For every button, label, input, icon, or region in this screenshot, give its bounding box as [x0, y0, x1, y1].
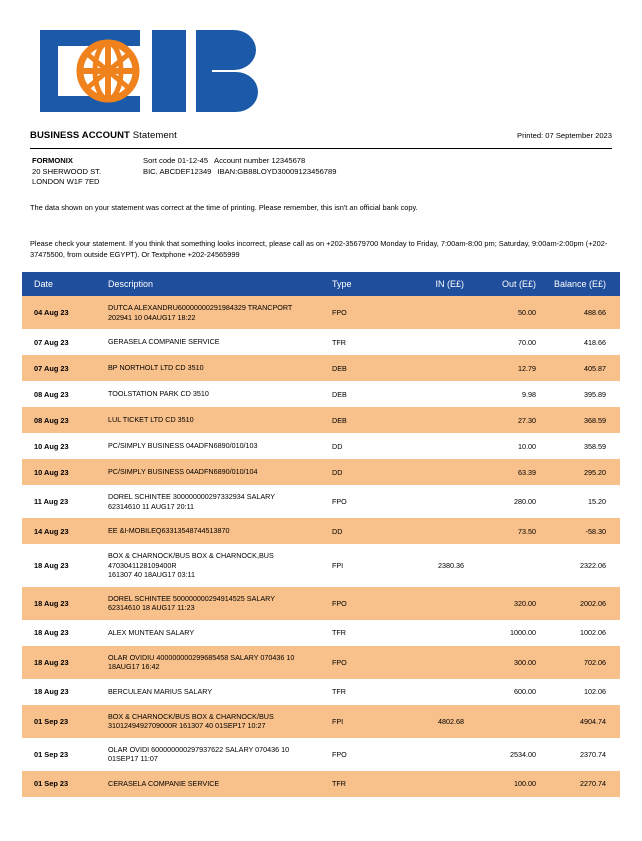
cell-balance: 1002.06 — [546, 620, 620, 646]
bic-value: ABCDEF12349 — [159, 166, 212, 176]
bic-iban-line — [143, 167, 336, 178]
cell-out — [474, 705, 546, 738]
cell-type: TFR — [330, 679, 402, 705]
iban-value: GB88LOYD30009123456789 — [237, 166, 337, 176]
table-row — [22, 355, 620, 381]
cell-date: 18 Aug 23 — [22, 646, 108, 679]
cell-type: FPO — [330, 587, 402, 620]
description-line-1: LUL TICKET LTD CD 3510 — [108, 415, 194, 425]
cell-type: DD — [330, 433, 402, 459]
table-row — [22, 587, 620, 620]
table-row — [22, 433, 620, 459]
cell-date: 08 Aug 23 — [22, 407, 108, 433]
cell-description — [108, 771, 330, 797]
description-line-1: ALEX MUNTEAN SALARY — [108, 627, 195, 637]
cell-out: 280.00 — [474, 485, 546, 518]
cell-date: 08 Aug 23 — [22, 381, 108, 407]
cell-in — [402, 738, 474, 771]
cell-description — [108, 544, 330, 587]
cell-out: 600.00 — [474, 679, 546, 705]
cell-out: 300.00 — [474, 646, 546, 679]
cell-date: 18 Aug 23 — [22, 679, 108, 705]
table-row — [22, 679, 620, 705]
description-line-1: OLAR OVIDI 600000000297937622 SALARY 070436 10 — [108, 744, 290, 754]
cell-balance: 358.59 — [546, 433, 620, 459]
table-row — [22, 771, 620, 797]
description-line-2: 62314610 18 AUG17 11:23 — [108, 603, 195, 612]
cell-out: 10.00 — [474, 433, 546, 459]
description-line-1: EE &I-MOBILEQ63313548744513870 — [108, 526, 230, 536]
cell-type: DEB — [330, 381, 402, 407]
transactions-body — [22, 296, 620, 797]
column-header-date: Date — [22, 272, 108, 296]
statement-word: Statement — [132, 130, 177, 141]
description-line-1: TOOLSTATION PARK CD 3510 — [108, 389, 209, 399]
account-number-value: 12345678 — [271, 156, 306, 165]
cell-type: DD — [330, 518, 402, 544]
cell-balance: 702.06 — [546, 646, 620, 679]
cell-out: 100.00 — [474, 771, 546, 797]
cell-in — [402, 407, 474, 433]
cell-date: 01 Sep 23 — [22, 771, 108, 797]
cib-logo-icon — [36, 26, 266, 116]
cell-description — [108, 329, 330, 355]
cell-description — [108, 296, 330, 329]
table-row — [22, 646, 620, 679]
cell-description — [108, 518, 330, 544]
column-header-out: Out (E£) — [474, 272, 546, 296]
cell-description — [108, 620, 330, 646]
cell-type: DEB — [330, 407, 402, 433]
description-line-1: BERCULEAN MARIUS SALARY — [108, 686, 213, 696]
cell-out: 73.50 — [474, 518, 546, 544]
cell-balance: 2270.74 — [546, 771, 620, 797]
cell-in — [402, 355, 474, 381]
cell-out: 2534.00 — [474, 738, 546, 771]
table-row — [22, 296, 620, 329]
cell-out: 70.00 — [474, 329, 546, 355]
cell-type: DD — [330, 459, 402, 485]
column-header-in: IN (E£) — [402, 272, 474, 296]
cell-type: FPI — [330, 705, 402, 738]
bic-label: BIC. — [143, 166, 158, 176]
description-line-2: 3101249492709000R 161307 40 01SEP17 10:27 — [108, 721, 266, 730]
sort-code-line — [143, 156, 336, 167]
cell-out — [474, 544, 546, 587]
description-line-2: 161307 40 18AUG17 03:11 — [108, 570, 195, 579]
iban-label: IBAN: — [217, 166, 238, 176]
cell-type: FPO — [330, 296, 402, 329]
description-line-2: 202941 10 04AUG17 18:22 — [108, 312, 196, 322]
cell-type: FPO — [330, 485, 402, 518]
table-row — [22, 705, 620, 738]
cell-balance: 295.20 — [546, 459, 620, 485]
table-row — [22, 459, 620, 485]
cell-date: 01 Sep 23 — [22, 738, 108, 771]
cib-logo — [36, 26, 266, 116]
table-row — [22, 381, 620, 407]
cell-type: FPO — [330, 738, 402, 771]
cell-in — [402, 296, 474, 329]
cell-out: 50.00 — [474, 296, 546, 329]
description-line-1: CERASELA COMPANIE SERVICE — [108, 778, 220, 788]
cell-description — [108, 407, 330, 433]
table-row — [22, 738, 620, 771]
cell-description — [108, 433, 330, 459]
cell-in — [402, 771, 474, 797]
printed-date: Printed: 07 September 2023 — [517, 131, 612, 140]
cell-type: DEB — [330, 355, 402, 381]
customer-address-line1: 20 SHERWOOD ST. — [32, 166, 102, 176]
description-line-1: GERASELA COMPANIE SERVICE — [108, 337, 220, 347]
description-line-2: 62314610 11 AUG17 20:11 — [108, 501, 195, 511]
cell-description — [108, 646, 330, 679]
cell-balance: 488.66 — [546, 296, 620, 329]
cell-balance: 2002.06 — [546, 587, 620, 620]
cell-balance: 2370.74 — [546, 738, 620, 771]
cell-date: 07 Aug 23 — [22, 329, 108, 355]
column-header-description: Description — [108, 272, 330, 296]
column-header-balance: Balance (E£) — [546, 272, 620, 296]
cell-date: 01 Sep 23 — [22, 705, 108, 738]
cell-in — [402, 329, 474, 355]
statement-title-row — [30, 130, 612, 141]
cell-description — [108, 705, 330, 738]
cell-out: 12.79 — [474, 355, 546, 381]
cell-type: TFR — [330, 620, 402, 646]
cell-date: 04 Aug 23 — [22, 296, 108, 329]
cell-in: 4802.68 — [402, 705, 474, 738]
table-row — [22, 329, 620, 355]
cell-type: FPI — [330, 544, 402, 587]
header-divider — [30, 148, 612, 149]
cell-in — [402, 620, 474, 646]
contact-notice: Please check your statement. If you think that something looks incorrect, please call as on +202-35679700 Monday to Friday, 7:00am-8:00 pm; Saturday, 9:00am-2:00pm (+202-37475500, from outside EGYPT). Or Textphone +202-24565999 — [30, 239, 608, 259]
account-details — [143, 156, 336, 177]
cell-description — [108, 355, 330, 381]
description-line-1: DOREL SCHINTEE 300000000297332934 SALARY — [108, 492, 276, 501]
cell-date: 18 Aug 23 — [22, 620, 108, 646]
cell-description — [108, 459, 330, 485]
cell-date: 14 Aug 23 — [22, 518, 108, 544]
statement-type: BUSINESS ACCOUNT — [30, 130, 130, 141]
table-header-row — [22, 272, 620, 296]
cell-in — [402, 459, 474, 485]
cell-date: 11 Aug 23 — [22, 485, 108, 518]
cell-in: 2380.36 — [402, 544, 474, 587]
printing-notice: The data shown on your statement was correct at the time of printing. Please remember, this isn't an official bank copy. — [30, 203, 418, 212]
cell-type: FPO — [330, 646, 402, 679]
table-row — [22, 544, 620, 587]
cell-balance: 15.20 — [546, 485, 620, 518]
account-number-label: Account number — [214, 156, 270, 165]
customer-address — [32, 156, 101, 188]
description-line-1: DOREL SCHINTEE 500000000294914525 SALARY — [108, 593, 276, 603]
cell-description — [108, 679, 330, 705]
description-line-1: BP NORTHOLT LTD CD 3510 — [108, 363, 204, 373]
description-line-1: BOX & CHARNOCK/BUS BOX & CHARNOCK/BUS — [108, 711, 274, 721]
description-line-2: 01SEP17 11:07 — [108, 754, 158, 763]
cell-balance: 368.59 — [546, 407, 620, 433]
cell-out: 320.00 — [474, 587, 546, 620]
customer-name: FORMONIX — [32, 156, 73, 165]
page-title — [30, 130, 177, 141]
cell-date: 07 Aug 23 — [22, 355, 108, 381]
cell-in — [402, 518, 474, 544]
cell-date: 10 Aug 23 — [22, 459, 108, 485]
cell-balance: 405.87 — [546, 355, 620, 381]
cell-date: 10 Aug 23 — [22, 433, 108, 459]
cell-in — [402, 679, 474, 705]
cell-balance: 102.06 — [546, 679, 620, 705]
transactions-table — [22, 272, 620, 797]
cell-description — [108, 485, 330, 518]
cell-description — [108, 587, 330, 620]
cell-balance: 418.66 — [546, 329, 620, 355]
cell-balance: -58.30 — [546, 518, 620, 544]
cell-description — [108, 738, 330, 771]
sort-code-label: Sort code — [143, 156, 176, 165]
table-row — [22, 485, 620, 518]
table-row — [22, 620, 620, 646]
description-line-1: DUTCA ALEXANDRU60000000291984329 TRANCPORT — [108, 303, 293, 312]
cell-in — [402, 587, 474, 620]
cell-in — [402, 646, 474, 679]
cell-balance: 2322.06 — [546, 544, 620, 587]
sort-code-value: 01-12-45 — [177, 156, 209, 165]
cell-type: TFR — [330, 771, 402, 797]
description-line-1: OLAR OVIDIU 400000000299685458 SALARY 070436 10 — [108, 652, 295, 662]
cell-out: 63.39 — [474, 459, 546, 485]
cell-description — [108, 381, 330, 407]
cell-in — [402, 433, 474, 459]
cell-in — [402, 381, 474, 407]
table-row — [22, 407, 620, 433]
cell-date: 18 Aug 23 — [22, 587, 108, 620]
cell-out: 1000.00 — [474, 620, 546, 646]
description-line-1: PC/SIMPLY BUSINESS 04ADFN6890/010/104 — [108, 467, 258, 477]
cell-type: TFR — [330, 329, 402, 355]
table-row — [22, 518, 620, 544]
cell-date: 18 Aug 23 — [22, 544, 108, 587]
description-line-1: PC/SIMPLY BUSINESS 04ADFN6890/010/103 — [108, 441, 258, 451]
cell-balance: 395.89 — [546, 381, 620, 407]
cell-balance: 4904.74 — [546, 705, 620, 738]
customer-address-line2: LONDON W1F 7ED — [32, 177, 100, 186]
column-header-type: Type — [330, 272, 402, 296]
cell-out: 27.30 — [474, 407, 546, 433]
cell-out: 9.98 — [474, 381, 546, 407]
cell-in — [402, 485, 474, 518]
description-line-2: 18AUG17 16:42 — [108, 662, 160, 671]
description-line-1: BOX & CHARNOCK/BUS BOX & CHARNOCK,BUS 4703041128109400R — [108, 551, 274, 570]
